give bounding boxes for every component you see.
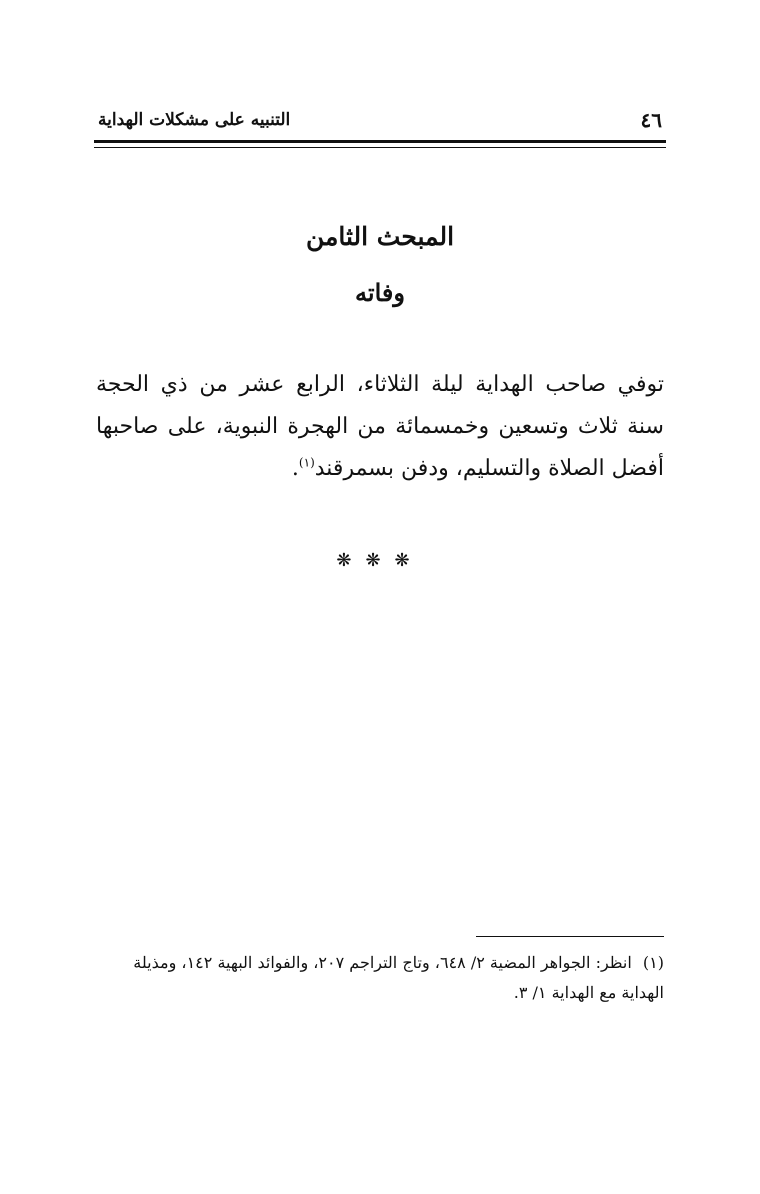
header-rule-thin bbox=[94, 147, 666, 148]
footnote-text: انظر: الجواهر المضية ٢/ ٦٤٨، وتاج التراجم ٢٠٧، والفوائد البهية ١٤٢، ومذيلة الهداية مع الهداية ١/ ٣. bbox=[133, 953, 664, 1002]
footnote-marker: (١) bbox=[642, 953, 664, 972]
running-header bbox=[94, 108, 666, 134]
page-number: ٤٦ bbox=[640, 108, 662, 132]
footnote-rule bbox=[476, 936, 664, 937]
book-title: التنبيه على مشكلات الهداية bbox=[98, 110, 291, 130]
footnote-reference[interactable]: (١) bbox=[298, 455, 315, 470]
body-paragraph bbox=[96, 364, 664, 490]
section-subheading: وفاته bbox=[355, 278, 405, 307]
asterism-separator: ❋❋❋ bbox=[336, 550, 424, 571]
paragraph-text: توفي صاحب الهداية ليلة الثلاثاء، الرابع عشر من ذي الحجة سنة ثلاث وتسعين وخمسمائة من الهجرة النبوية، على صاحبها أفضل الصلاة والتسليم، ودفن بسمرقند bbox=[96, 372, 664, 481]
footnote bbox=[96, 948, 664, 1008]
header-rule-thick bbox=[94, 140, 666, 143]
section-heading: المبحث الثامن bbox=[305, 222, 455, 251]
paragraph-end: . bbox=[291, 456, 299, 481]
